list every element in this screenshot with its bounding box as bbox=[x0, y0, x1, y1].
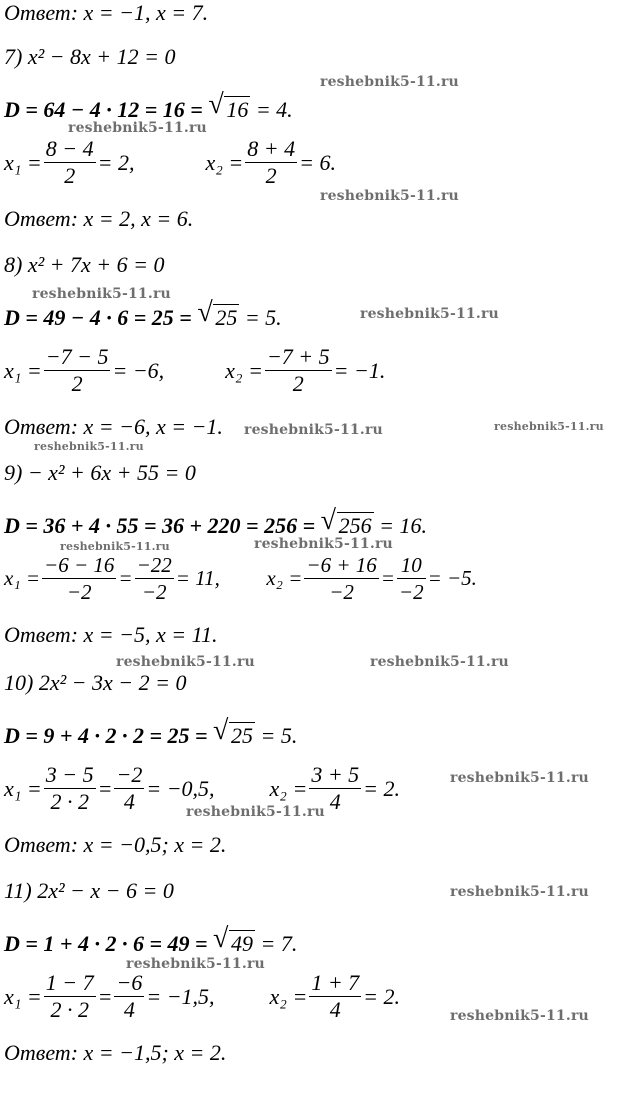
x2-8-denominator: 2 bbox=[292, 371, 304, 396]
discriminant-9-text: D = 36 + 4 · 55 = 36 + 220 = 256 = bbox=[4, 513, 321, 538]
x1-10-fraction-2 bbox=[114, 762, 144, 815]
x1-10-denominator-2: 4 bbox=[123, 789, 135, 814]
watermark: reshebnik5-11.ru bbox=[68, 120, 207, 136]
x1-10-numerator-2: −2 bbox=[116, 762, 143, 787]
answer-8: Ответ: x = −6, x = −1. bbox=[4, 414, 223, 439]
x2-11-numerator: 1 + 7 bbox=[311, 970, 360, 995]
x2-8-fraction bbox=[265, 344, 332, 397]
sqrt-8: √ 25 bbox=[197, 297, 238, 330]
radicand-11: 49 bbox=[231, 931, 254, 956]
x2-11-fraction bbox=[309, 970, 361, 1023]
equation-8: 8) x² + 7x + 6 = 0 bbox=[4, 252, 165, 277]
x1-11-fraction bbox=[44, 970, 96, 1023]
answer-6: Ответ: x = −1, x = 7. bbox=[4, 0, 209, 25]
x1-10-equals: = bbox=[97, 775, 113, 801]
x1-8-denominator: 2 bbox=[71, 371, 83, 396]
x2-7-result: = 6. bbox=[299, 149, 336, 175]
x2-10-label: x₂ = bbox=[269, 775, 308, 801]
discriminant-9-result: = 16. bbox=[373, 513, 427, 538]
x1-8-fraction bbox=[44, 344, 111, 397]
equation-11: 11) 2x² − x − 6 = 0 bbox=[4, 878, 174, 903]
watermark: reshebnik5-11.ru bbox=[116, 654, 255, 670]
answer-10: Ответ: x = −0,5; x = 2. bbox=[4, 832, 227, 857]
x1-7-numerator: 8 − 4 bbox=[45, 136, 94, 161]
x1-8-result: = −6, bbox=[112, 357, 165, 383]
x2-8-label: x₂ = bbox=[225, 357, 263, 383]
x2-9-denominator: −2 bbox=[329, 580, 354, 604]
x1-9-result: = 11, bbox=[175, 566, 220, 590]
x1-7-fraction bbox=[44, 136, 96, 189]
discriminant-8-text: D = 49 − 4 · 6 = 25 = bbox=[4, 305, 198, 330]
x2-8-result: = −1. bbox=[333, 357, 386, 383]
x1-11-result: = −1,5, bbox=[146, 983, 215, 1009]
x2-10-numerator: 3 + 5 bbox=[311, 762, 360, 787]
watermark: reshebnik5-11.ru bbox=[60, 540, 170, 553]
x1-9-fraction bbox=[42, 552, 116, 605]
discriminant-11-text: D = 1 + 4 · 2 · 6 = 49 = bbox=[4, 931, 214, 956]
sqrt-11: √ 49 bbox=[213, 923, 254, 956]
x1-9-denominator: −2 bbox=[66, 580, 92, 604]
x2-11-result: = 2. bbox=[363, 983, 401, 1009]
watermark: reshebnik5-11.ru bbox=[34, 440, 144, 453]
x1-11-numerator: 1 − 7 bbox=[45, 970, 94, 995]
equation-7: 7) x² − 8x + 12 = 0 bbox=[4, 44, 176, 69]
watermark: reshebnik5-11.ru bbox=[126, 956, 265, 972]
x1-11-label: x₁ = bbox=[4, 983, 42, 1009]
radicand-7: 16 bbox=[226, 97, 249, 122]
x2-9-fraction bbox=[304, 552, 378, 605]
x2-10-result: = 2. bbox=[363, 775, 401, 801]
x1-10-label: x₁ = bbox=[4, 775, 42, 801]
x1-9-equals: = bbox=[118, 566, 133, 590]
watermark: reshebnik5-11.ru bbox=[360, 306, 499, 322]
watermark: reshebnik5-11.ru bbox=[244, 422, 383, 438]
discriminant-7-result: = 4. bbox=[250, 97, 293, 122]
discriminant-10-result: = 5. bbox=[255, 723, 298, 748]
discriminant-8 bbox=[4, 297, 282, 331]
roots-8 bbox=[4, 344, 385, 404]
x2-7-label: x₂ = bbox=[205, 149, 244, 175]
x1-9-fraction-2 bbox=[135, 552, 174, 605]
x1-10-numerator: 3 − 5 bbox=[45, 762, 94, 787]
discriminant-10 bbox=[4, 715, 298, 749]
x1-10-result: = −0,5, bbox=[146, 775, 215, 801]
x1-9-numerator-2: −22 bbox=[136, 553, 172, 577]
sqrt-7: √ 16 bbox=[208, 89, 249, 122]
radicand-8: 25 bbox=[215, 305, 238, 330]
x2-11-denominator: 4 bbox=[329, 997, 341, 1022]
x2-7-fraction bbox=[245, 136, 297, 189]
answer-7: Ответ: x = 2, x = 6. bbox=[4, 206, 194, 231]
watermark: reshebnik5-11.ru bbox=[450, 770, 589, 786]
x1-7-denominator: 2 bbox=[64, 163, 76, 188]
watermark: reshebnik5-11.ru bbox=[186, 804, 325, 820]
x1-8-numerator: −7 − 5 bbox=[45, 344, 109, 369]
x1-10-fraction bbox=[44, 762, 96, 815]
x2-10-denominator: 4 bbox=[329, 789, 341, 814]
x2-9-numerator-2: 10 bbox=[397, 552, 426, 579]
x2-9-label: x₂ = bbox=[266, 566, 303, 590]
x2-9-result: = −5. bbox=[427, 566, 477, 590]
discriminant-10-text: D = 9 + 4 · 2 · 2 = 25 = bbox=[4, 723, 214, 748]
x1-11-equals: = bbox=[97, 983, 113, 1009]
x1-11-denominator-2: 4 bbox=[123, 997, 135, 1022]
x1-9-label: x₁ = bbox=[4, 566, 41, 590]
watermark: reshebnik5-11.ru bbox=[320, 74, 459, 90]
watermark: reshebnik5-11.ru bbox=[370, 654, 509, 670]
answer-9: Ответ: x = −5, x = 11. bbox=[4, 622, 218, 647]
answer-11: Ответ: x = −1,5; x = 2. bbox=[4, 1040, 227, 1065]
discriminant-7 bbox=[4, 89, 293, 123]
x1-10-denominator: 2 · 2 bbox=[50, 789, 89, 814]
x2-11-label: x₂ = bbox=[269, 983, 308, 1009]
x2-9-fraction-2 bbox=[397, 552, 426, 605]
equation-10: 10) 2x² − 3x − 2 = 0 bbox=[4, 670, 187, 695]
discriminant-9 bbox=[4, 505, 427, 539]
radicand-9: 256 bbox=[338, 513, 372, 538]
x2-7-numerator: 8 + 4 bbox=[247, 136, 296, 161]
discriminant-11 bbox=[4, 923, 298, 957]
watermark: reshebnik5-11.ru bbox=[320, 188, 459, 204]
x1-7-result: = 2, bbox=[97, 149, 135, 175]
x2-8-numerator: −7 + 5 bbox=[266, 344, 330, 369]
x1-8-label: x₁ = bbox=[4, 357, 42, 383]
watermark: reshebnik5-11.ru bbox=[450, 884, 589, 900]
watermark: reshebnik5-11.ru bbox=[32, 286, 171, 302]
x2-9-denominator-2: −2 bbox=[398, 580, 424, 604]
discriminant-8-result: = 5. bbox=[239, 305, 282, 330]
watermark: reshebnik5-11.ru bbox=[254, 536, 393, 552]
radicand-10: 25 bbox=[231, 723, 254, 748]
x1-11-denominator: 2 · 2 bbox=[50, 997, 89, 1022]
x1-11-fraction-2 bbox=[114, 970, 144, 1023]
x2-9-numerator: −6 + 16 bbox=[306, 553, 377, 577]
sqrt-10: √ 25 bbox=[213, 715, 254, 748]
discriminant-7-text: D = 64 − 4 · 12 = 16 = bbox=[4, 97, 209, 122]
watermark: reshebnik5-11.ru bbox=[494, 420, 604, 433]
discriminant-11-result: = 7. bbox=[255, 931, 298, 956]
x1-7-label: x₁ = bbox=[4, 149, 42, 175]
x1-11-numerator-2: −6 bbox=[116, 970, 143, 995]
x2-7-denominator: 2 bbox=[265, 163, 277, 188]
watermark: reshebnik5-11.ru bbox=[450, 1008, 589, 1024]
equation-9: 9) − x² + 6x + 55 = 0 bbox=[4, 460, 196, 485]
x2-9-equals: = bbox=[380, 566, 395, 590]
x1-9-numerator: −6 − 16 bbox=[44, 553, 115, 577]
roots-11 bbox=[4, 970, 400, 1030]
roots-9 bbox=[4, 552, 477, 612]
sqrt-9: √ 256 bbox=[320, 505, 372, 538]
x1-9-denominator-2: −2 bbox=[141, 580, 167, 604]
roots-7 bbox=[4, 136, 336, 196]
